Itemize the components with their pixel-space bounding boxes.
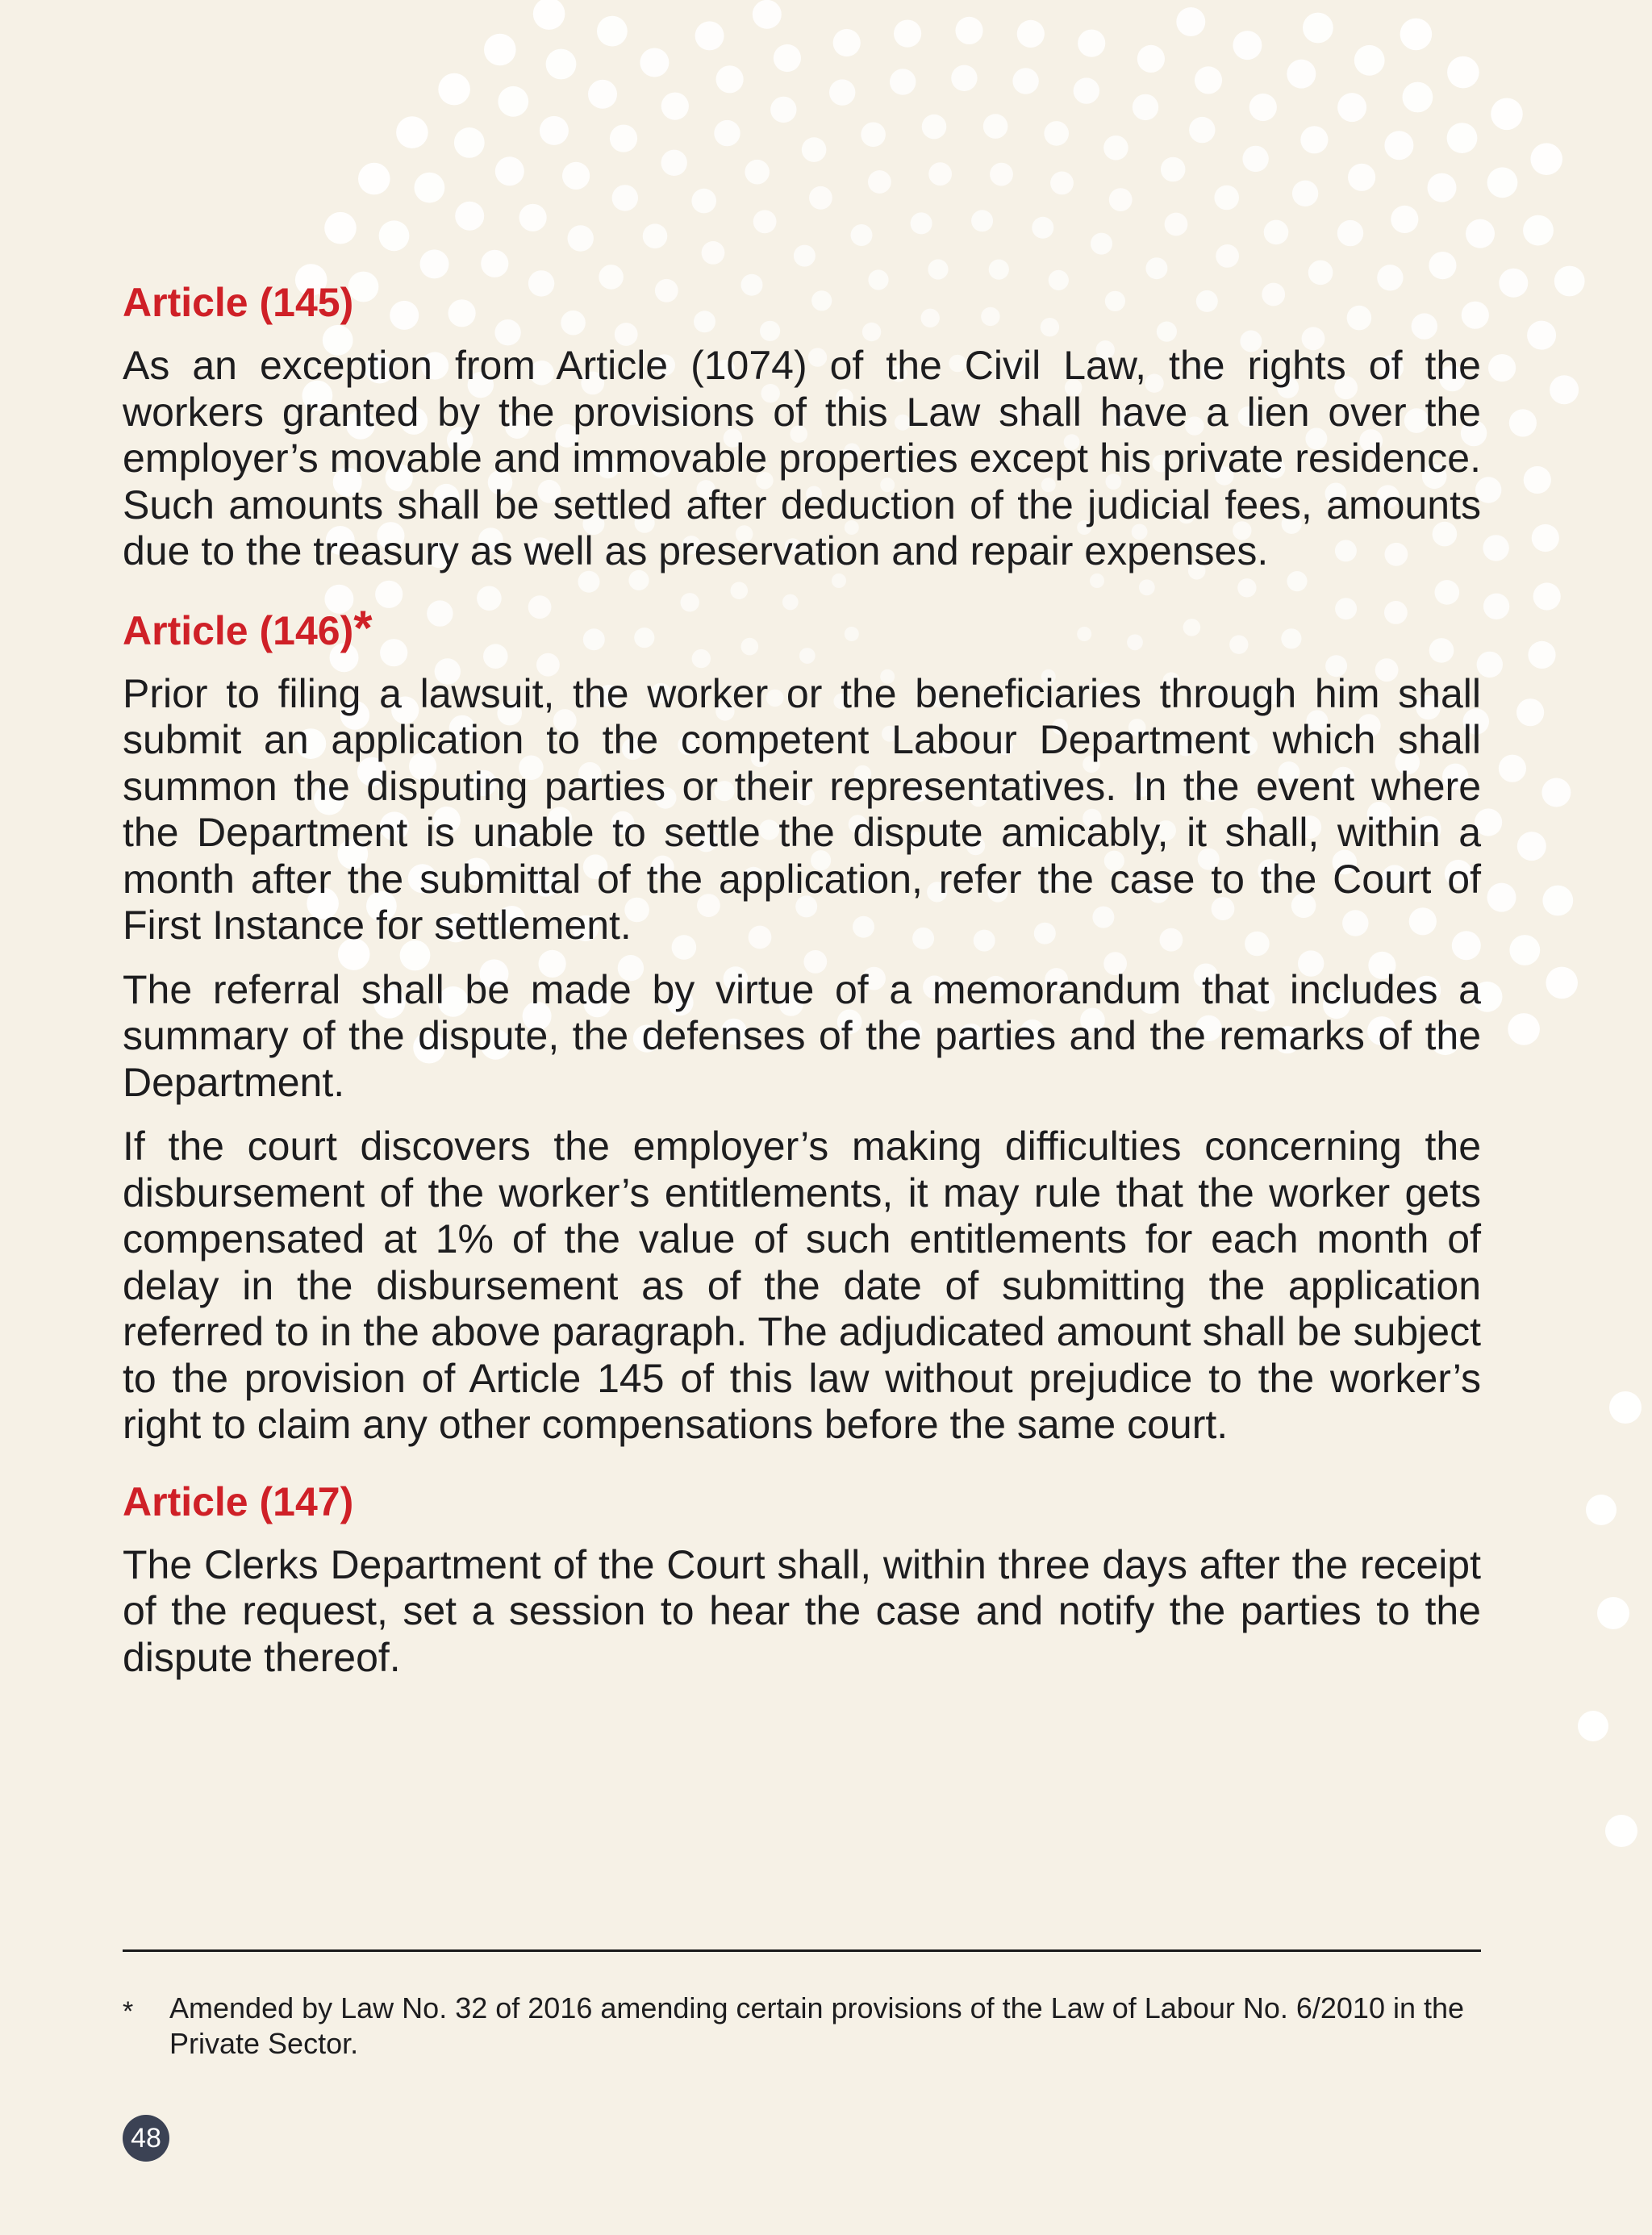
decorative-dot: [540, 116, 569, 145]
decorative-dot: [1516, 698, 1544, 726]
decorative-dot: [753, 210, 777, 233]
decorative-dot: [1189, 117, 1215, 143]
decorative-dot: [802, 137, 827, 162]
decorative-dot: [868, 170, 891, 194]
decorative-dot: [420, 249, 449, 278]
decorative-dot: [922, 115, 947, 140]
decorative-dot: [1527, 321, 1556, 350]
decorative-dot: [829, 79, 855, 105]
article-145: [123, 278, 1481, 575]
decorative-dot: [1195, 66, 1222, 94]
decorative-dot: [1546, 967, 1578, 999]
decorative-dot: [1533, 582, 1561, 610]
decorative-dot: [1354, 45, 1385, 76]
decorative-dot: [702, 241, 725, 265]
decorative-dot: [1133, 94, 1158, 120]
decorative-dot: [324, 212, 357, 244]
decorative-dot: [1165, 213, 1188, 236]
decorative-dot: [661, 150, 687, 176]
decorative-dot: [1508, 1013, 1540, 1045]
decorative-dot: [1303, 13, 1333, 44]
decorative-dot: [1554, 266, 1585, 297]
decorative-dot: [610, 125, 637, 152]
decorative-dot: [1483, 535, 1508, 561]
decorative-dot: [1176, 7, 1205, 36]
decorative-dot: [612, 185, 638, 211]
article-paragraph: The Clerks Department of the Court shall, within three days after the receipt of the request, set a session to hear the case and notify the parties to the dispute thereof.: [123, 1541, 1481, 1680]
page-content: [123, 278, 1481, 1699]
decorative-dot: [1528, 641, 1555, 669]
decorative-dot: [809, 186, 832, 210]
decorative-dot: [1214, 186, 1239, 211]
decorative-dot: [1541, 778, 1571, 807]
decorative-dot: [1292, 181, 1318, 206]
decorative-dot: [1428, 173, 1457, 202]
decorative-dot: [861, 123, 886, 148]
decorative-dot: [1524, 466, 1551, 494]
decorative-dot: [1242, 146, 1268, 172]
decorative-dot: [415, 173, 445, 203]
decorative-dot: [438, 73, 470, 106]
decorative-dot: [851, 224, 873, 246]
decorative-dot: [1542, 886, 1573, 916]
decorative-dot: [1145, 257, 1167, 279]
article-title-text: Article (146): [123, 607, 354, 653]
decorative-dot: [1523, 215, 1554, 246]
decorative-dot: [1509, 409, 1537, 436]
footnote-reference[interactable]: *: [353, 600, 373, 655]
decorative-dot: [1400, 19, 1433, 51]
decorative-dot: [770, 97, 796, 123]
decorative-dot: [753, 0, 782, 29]
decorative-dot: [1509, 935, 1540, 965]
decorative-dot: [1017, 20, 1045, 48]
decorative-dot: [1517, 832, 1546, 861]
decorative-dot: [484, 34, 516, 66]
decorative-dot: [1447, 123, 1478, 153]
decorative-dot: [1487, 883, 1516, 912]
decorative-dot: [1249, 94, 1277, 121]
decorative-dot: [1050, 172, 1074, 195]
decorative-dot: [1586, 1495, 1617, 1525]
article-146: [123, 600, 1481, 1449]
decorative-dot: [1605, 1815, 1637, 1847]
decorative-dot: [498, 86, 528, 117]
decorative-dot: [695, 21, 724, 50]
decorative-dot: [1578, 1711, 1608, 1741]
footnote-divider: [123, 1949, 1481, 1952]
decorative-dot: [1499, 269, 1528, 298]
footnote-text: Amended by Law No. 32 of 2016 amending certain provisions of the Law of Labour No. 6/2010 in the Private Sector.: [169, 1991, 1465, 2060]
decorative-dot: [481, 250, 508, 277]
article-paragraph: The referral shall be made by virtue of a memorandum that includes a summary of the dispute, the defenses of the parties and the remarks of the Department.: [123, 966, 1481, 1105]
decorative-dot: [1161, 157, 1186, 182]
decorative-dot: [955, 17, 982, 44]
decorative-dot: [1403, 82, 1433, 113]
decorative-dot: [1550, 375, 1579, 404]
decorative-dot: [379, 220, 410, 251]
decorative-dot: [597, 16, 628, 47]
decorative-dot: [1337, 220, 1363, 246]
decorative-dot: [794, 245, 816, 267]
decorative-dot: [774, 44, 801, 72]
decorative-dot: [588, 80, 617, 109]
decorative-dot: [928, 162, 952, 186]
article-paragraph: Prior to filing a lawsuit, the worker or the beneficiaries through him shall submit an application to the competent Labour Department which shall summon the disputing parties or their representatives. In the event where the Department is unable to settle the dispute amicably, it shall, within a month after the submittal of the application, refer the case to the Court of First Instance for settlement.: [123, 670, 1481, 948]
decorative-dot: [716, 65, 744, 93]
page-number-badge: 48: [123, 2115, 169, 2162]
decorative-dot: [643, 223, 668, 248]
decorative-dot: [495, 156, 524, 186]
decorative-dot: [1483, 594, 1509, 619]
decorative-dot: [990, 163, 1013, 186]
decorative-dot: [1391, 206, 1418, 233]
decorative-dot: [1488, 354, 1516, 382]
decorative-dot: [1012, 68, 1038, 94]
article-paragraph: As an exception from Article (1074) of the Civil Law, the rights of the workers granted by the provisions of this Law shall have a lien over the employer’s movable and immovable properties except his private residence. Such amounts shall be settled after deduction of the judicial fees, amounts due to the treasury as well as preservation and repair expenses.: [123, 343, 1481, 573]
decorative-dot: [1032, 217, 1053, 239]
decorative-dot: [568, 225, 594, 251]
article-147: [123, 1478, 1481, 1682]
decorative-dot: [1429, 252, 1456, 279]
decorative-dot: [1264, 220, 1289, 245]
decorative-dot: [928, 259, 948, 279]
decorative-dot: [983, 114, 1008, 139]
decorative-dot: [951, 65, 977, 91]
decorative-dot: [1530, 143, 1562, 175]
article-title: [123, 600, 1481, 655]
decorative-dot: [1044, 121, 1069, 146]
decorative-dot: [1532, 524, 1559, 552]
decorative-dot: [1287, 60, 1316, 89]
decorative-dot: [911, 212, 932, 234]
decorative-dot: [1233, 31, 1262, 60]
decorative-dot: [455, 202, 484, 231]
decorative-dot: [894, 19, 921, 47]
decorative-dot: [533, 0, 565, 30]
decorative-dot: [454, 127, 485, 158]
decorative-dot: [1384, 131, 1413, 160]
decorative-dot: [519, 204, 547, 231]
decorative-dot: [1466, 219, 1495, 248]
decorative-dot: [989, 260, 1009, 280]
decorative-dot: [1137, 45, 1165, 73]
decorative-dot: [1597, 1597, 1629, 1629]
decorative-dot: [358, 163, 390, 195]
decorative-dot: [1491, 98, 1523, 131]
decorative-dot: [833, 29, 861, 56]
decorative-dot: [890, 69, 916, 94]
decorative-dot: [1078, 30, 1105, 57]
decorative-dot: [562, 162, 590, 190]
decorative-dot: [1216, 244, 1239, 268]
footnote: [123, 1991, 1481, 2062]
decorative-dot: [640, 48, 669, 77]
decorative-dot: [1447, 56, 1479, 89]
decorative-dot: [1103, 136, 1128, 161]
footnote-mark: *: [123, 1996, 134, 2027]
decorative-dot: [1337, 93, 1366, 122]
decorative-dot: [661, 93, 689, 120]
decorative-dot: [1091, 233, 1112, 255]
decorative-dot: [1609, 1391, 1642, 1424]
decorative-dot: [745, 160, 770, 185]
decorative-dot: [546, 49, 577, 80]
decorative-dot: [1348, 164, 1375, 191]
decorative-dot: [396, 116, 428, 148]
decorative-dot: [1499, 755, 1526, 782]
decorative-dot: [1074, 77, 1099, 103]
decorative-dot: [971, 210, 993, 231]
decorative-dot: [1487, 167, 1518, 198]
decorative-dot: [714, 120, 740, 146]
decorative-dot: [691, 189, 716, 214]
decorative-dot: [1109, 188, 1133, 211]
article-title: Article (145): [123, 280, 354, 325]
article-title: Article (147): [123, 1478, 354, 1524]
decorative-dot: [1300, 126, 1328, 153]
article-paragraph: If the court discovers the employer’s making difficulties concerning the disbursement of the worker’s entitlements, it may rule that the worker gets compensated at 1% of the value of such entitlements for each month of delay in the disbursement as of the date of submitting the application referred to in the above paragraph. The adjudicated amount shall be subject to the provision of Article 145 of this law without prejudice to the worker’s right to claim any other compensations before the same court.: [123, 1124, 1481, 1447]
